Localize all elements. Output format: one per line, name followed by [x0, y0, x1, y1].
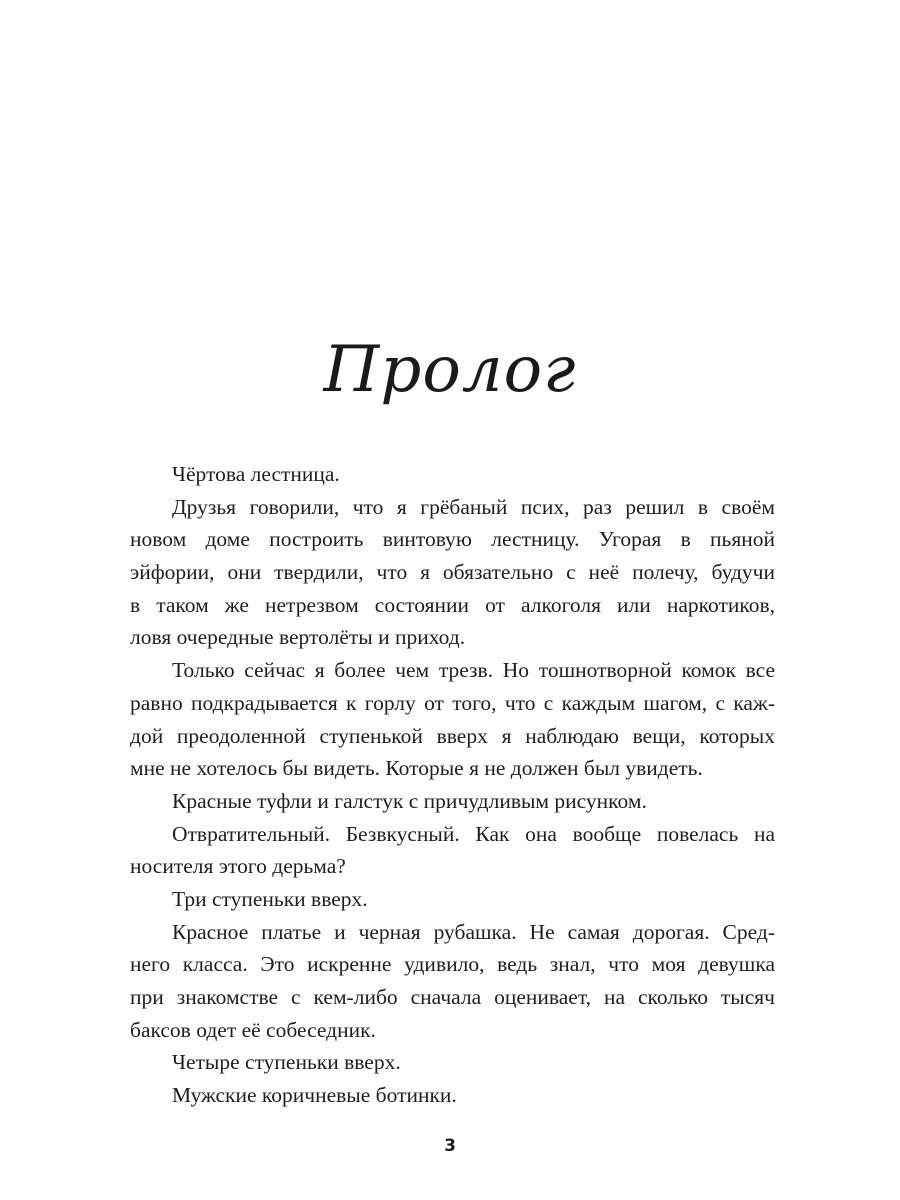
- text-line: равно подкрадывается к горлу от того, что с каждым шагом, с каж-: [130, 690, 775, 715]
- text-line: Друзья говорили, что я грёбаный псих, раз решил в своём: [172, 494, 775, 519]
- text-line: носителя этого дерьма?: [130, 854, 346, 879]
- chapter-title: Пролог: [323, 333, 577, 407]
- text-line: Только сейчас я более чем трезв. Но тошнотворной комок все: [172, 658, 775, 683]
- text-line: новом доме построить винтовую лестницу. Угорая в пьяной: [130, 527, 775, 552]
- text-line: него класса. Это искренне удивило, ведь знал, что моя девушка: [130, 952, 775, 977]
- text-line: баксов одет её собеседник.: [130, 1017, 376, 1042]
- text-line: Мужские коричневые ботинки.: [172, 1083, 457, 1108]
- text-line: в таком же нетрезвом состоянии от алкоголя или наркотиков,: [130, 592, 775, 617]
- text-line: Три ступеньки вверх.: [172, 886, 368, 911]
- text-line: Чёртова лестница.: [172, 462, 340, 486]
- text-line: Красное платье и черная рубашка. Не самая дорогая. Сред-: [172, 919, 775, 944]
- text-line: эйфории, они твердили, что я обязательно с неё полечу, будучи: [130, 560, 775, 585]
- body-text: [130, 458, 775, 1112]
- text-line: при знакомстве с кем-либо сначала оценивает, на сколько тысяч: [130, 985, 775, 1009]
- text-line: Отвратительный. Безвкусный. Как она вообще повелась на: [172, 821, 775, 846]
- page-number: 3: [444, 1136, 456, 1156]
- text-line: ловя очередные вертолёты и приход.: [130, 625, 466, 650]
- text-line: Четыре ступеньки вверх.: [172, 1050, 401, 1075]
- text-line: дой преодоленной ступенькой вверх я наблюдаю вещи, которых: [130, 723, 775, 748]
- text-line: Красные туфли и галстук с причудливым рисунком.: [172, 788, 647, 813]
- text-line: мне не хотелось бы видеть. Которые я не должен был увидеть.: [130, 756, 703, 781]
